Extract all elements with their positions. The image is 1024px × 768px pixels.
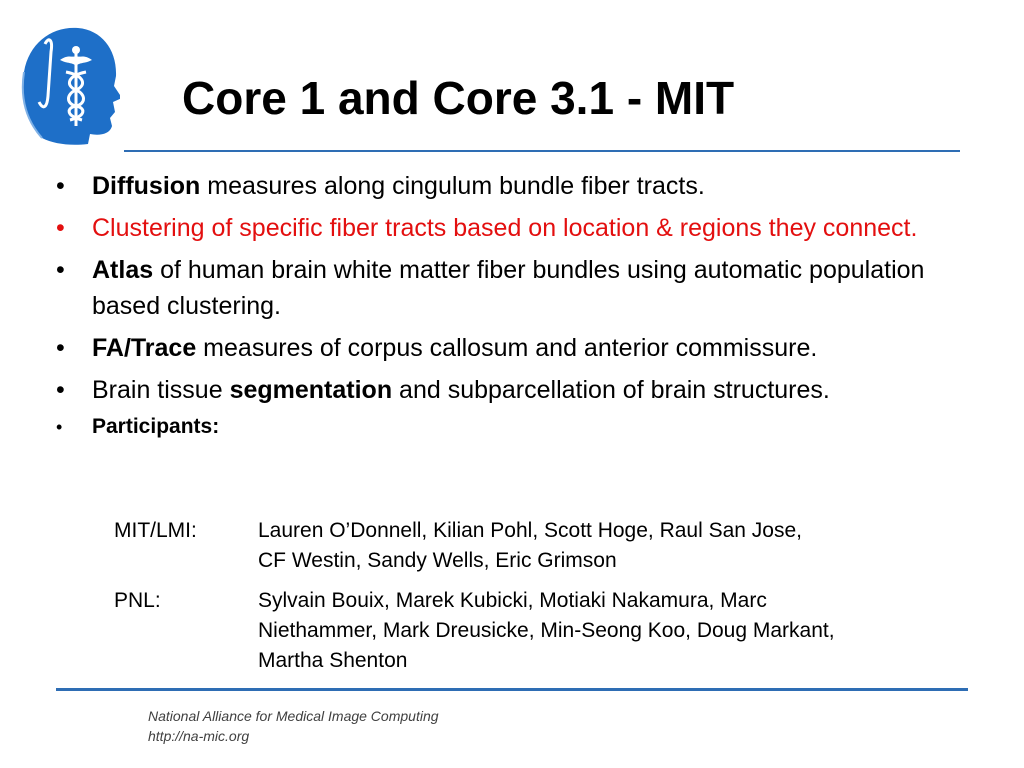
title-divider [124, 150, 960, 152]
bullet-text: of human brain white matter fiber bundles using automatic population based clustering. [92, 256, 925, 320]
names-line: CF Westin, Sandy Wells, Eric Grimson [258, 549, 617, 572]
bullet-keyword: Atlas [92, 256, 154, 284]
footer-url[interactable]: http://na-mic.org [148, 728, 250, 744]
participant-row [114, 516, 984, 576]
participants-heading: Participants: [92, 415, 220, 438]
bullet-diffusion [56, 168, 976, 204]
names-line: Lauren O’Donnell, Kilian Pohl, Scott Hoge, Raul San Jose, [258, 519, 802, 542]
bullet-icon: • [56, 376, 65, 404]
bullet-segmentation [56, 372, 976, 408]
bullet-list [56, 168, 976, 448]
participant-group: MIT/LMI: [114, 519, 197, 542]
bullet-icon: • [56, 172, 65, 200]
footer-org: National Alliance for Medical Image Computing [148, 708, 439, 724]
names-line: Sylvain Bouix, Marek Kubicki, Motiaki Nakamura, Marc [258, 589, 767, 612]
names-line: Niethammer, Mark Dreusicke, Min-Seong Koo, Doug Markant, [258, 619, 835, 642]
bullet-participants [56, 412, 976, 442]
footer [148, 706, 439, 746]
bullet-text-pre: Brain tissue [92, 376, 230, 404]
footer-divider [56, 688, 968, 691]
bullet-text: measures of corpus callosum and anterior commissure. [196, 334, 818, 362]
head-with-caduceus-icon [20, 20, 120, 152]
bullet-icon: • [56, 256, 65, 284]
bullet-keyword: FA/Trace [92, 334, 197, 362]
bullet-keyword: segmentation [229, 376, 393, 404]
participants-table [114, 516, 984, 686]
participant-group: PNL: [114, 589, 161, 612]
bullet-icon: • [56, 214, 65, 242]
bullet-atlas [56, 252, 972, 324]
namic-logo [20, 20, 120, 152]
bullet-keyword: Diffusion [92, 172, 201, 200]
participant-row [114, 586, 984, 676]
bullet-text: measures along cingulum bundle fiber tracts. [200, 172, 705, 200]
slide-title: Core 1 and Core 3.1 - MIT [182, 72, 735, 124]
bullet-fa-trace [56, 330, 976, 366]
bullet-text: Clustering of specific fiber tracts based on location & regions they connect. [92, 214, 918, 242]
names-line: Martha Shenton [258, 649, 408, 672]
bullet-icon: • [56, 417, 63, 437]
bullet-icon: • [56, 334, 65, 362]
participant-names [258, 516, 968, 576]
bullet-clustering [56, 210, 976, 246]
bullet-text: and subparcellation of brain structures. [392, 376, 830, 404]
participant-names [258, 586, 968, 676]
